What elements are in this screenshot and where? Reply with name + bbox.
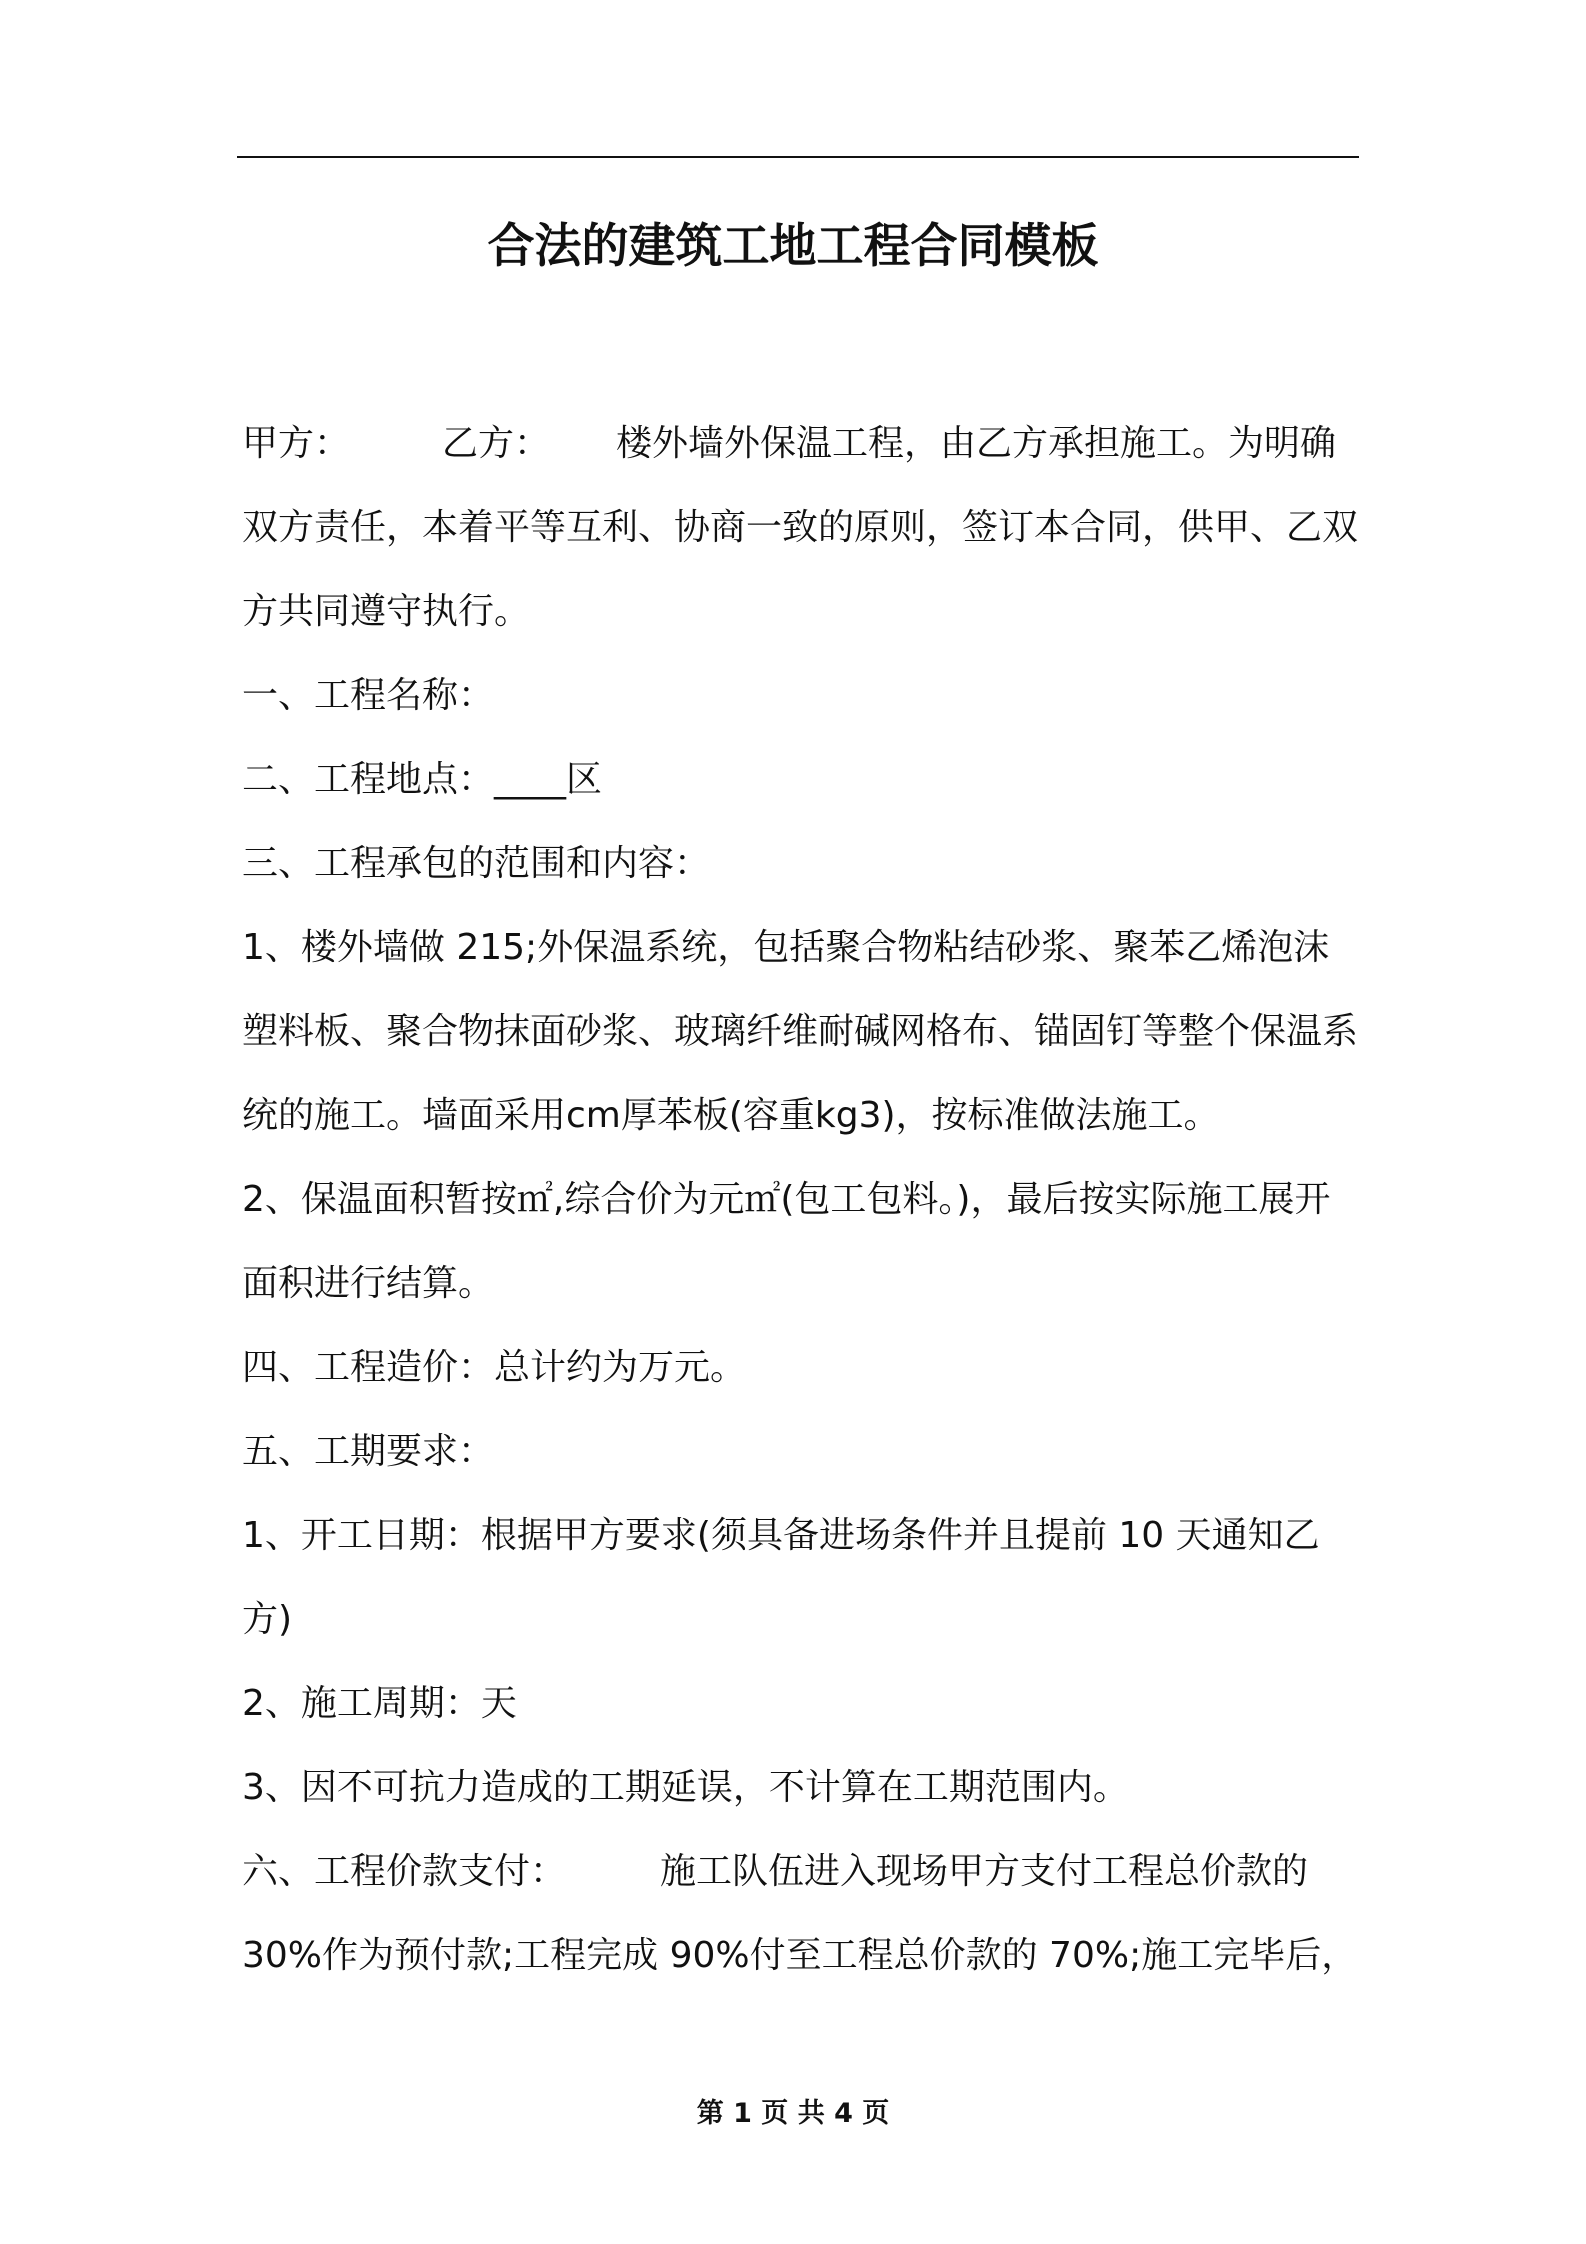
- section-schedule-item-3: 3、因不可抗力造成的工期延误，不计算在工期范围内。: [242, 1767, 1129, 1808]
- header-rule: [237, 156, 1359, 158]
- section-schedule-item-2: 2、施工周期：天: [242, 1683, 517, 1724]
- intro-paragraph: [242, 402, 1358, 654]
- section-project-location: 二、工程地点：____区: [242, 759, 603, 800]
- section-project-name: 一、工程名称：: [242, 675, 495, 716]
- section-scope-heading: 三、工程承包的范围和内容：: [242, 843, 711, 884]
- contract-body: [242, 402, 1358, 1998]
- section-scope-item-2: 2、保温面积暂按㎡,综合价为元㎡(包工包料。)，最后按实际施工展开面积进行结算。: [242, 1179, 1331, 1304]
- party-a-label: 甲方：: [242, 423, 351, 464]
- section-schedule-heading: 五、工期要求：: [242, 1431, 495, 1472]
- payment-text: 施工队伍进入现场甲方支付工程总价款的 30%作为预付款;工程完成 90%付至工程总价款的 70%;施工完毕后，: [242, 1851, 1358, 1976]
- intro-text: 楼外墙外保温工程，由乙方承担施工。为明确双方责任，本着平等互利、协商一致的原则，签订本合同，供甲、乙双方共同遵守执行。: [242, 423, 1359, 632]
- section-scope-item-1: 1、楼外墙做 215;外保温系统，包括聚合物粘结砂浆、聚苯乙烯泡沫塑料板、聚合物抹面砂浆、玻璃纤维耐碱网格布、锚固钉等整个保温系统的施工。墙面采用cm厚苯板(容重kg3)，按标准做法施工。: [242, 927, 1359, 1136]
- section-schedule-item-1: 1、开工日期：根据甲方要求(须具备进场条件并且提前 10 天通知乙方): [242, 1515, 1320, 1640]
- section-project-cost: 四、工程造价：总计约为万元。: [242, 1347, 747, 1388]
- document-title: 合法的建筑工地工程合同模板: [487, 219, 1099, 274]
- page-indicator: 第 1 页 共 4 页: [696, 2098, 890, 2129]
- party-b-label: 乙方：: [442, 423, 551, 464]
- section-payment: [242, 1830, 1358, 1998]
- payment-label: 六、工程价款支付：: [242, 1851, 567, 1892]
